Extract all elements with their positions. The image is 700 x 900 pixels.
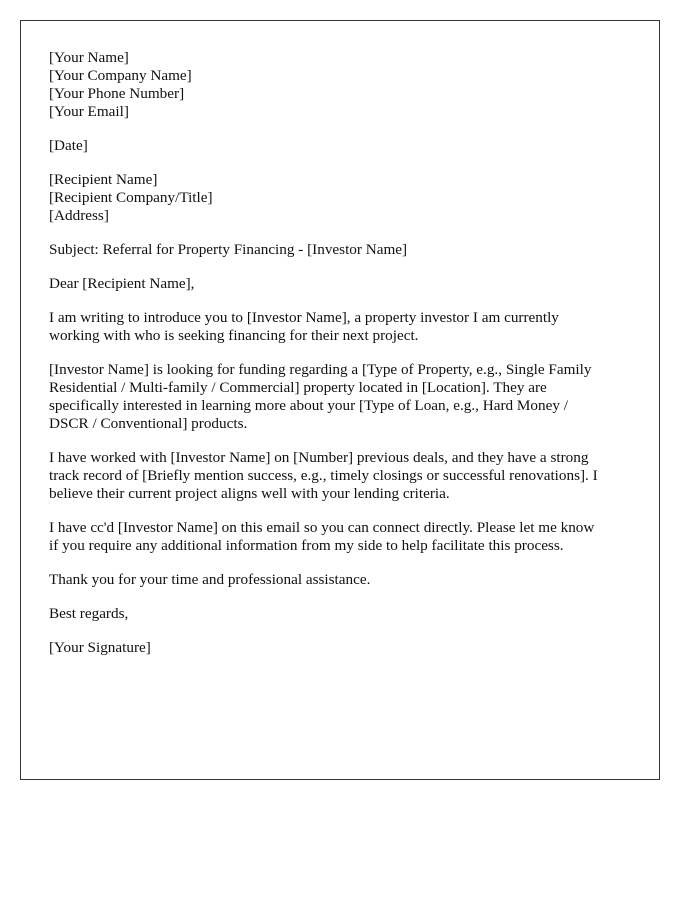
closing [49,605,631,623]
paragraph-line: I am writing to introduce you to [Investor Name], a property investor I am currently [49,309,559,326]
salutation [49,275,631,293]
letter-page [20,20,660,780]
sender-block [49,49,631,121]
paragraph-line: working with who is seeking financing for their next project. [49,327,419,344]
paragraph-cc-note [49,519,631,555]
paragraph-funding-details [49,361,631,433]
paragraph-track-record [49,449,631,503]
paragraph-line: if you require any additional information from my side to help facilitate this process. [49,537,564,554]
closing-text: Best regards, [49,605,129,622]
recipient-name: [Recipient Name] [49,171,158,188]
paragraph-line: Thank you for your time and professional assistance. [49,571,371,588]
letter-date: [Date] [49,137,88,154]
salutation-text: Dear [Recipient Name], [49,275,195,292]
paragraph-line: I have cc'd [Investor Name] on this email so you can connect directly. Please let me know [49,519,595,536]
sender-name: [Your Name] [49,49,129,66]
sender-email: [Your Email] [49,103,129,120]
recipient-company: [Recipient Company/Title] [49,189,213,206]
signature-text: [Your Signature] [49,639,151,656]
paragraph-line: DSCR / Conventional] products. [49,415,248,432]
paragraph-introduction [49,309,631,345]
recipient-address: [Address] [49,207,109,224]
paragraph-line: specifically interested in learning more about your [Type of Loan, e.g., Hard Money / [49,397,568,414]
recipient-block [49,171,631,225]
paragraph-line: [Investor Name] is looking for funding regarding a [Type of Property, e.g., Single Family [49,361,592,378]
sender-phone: [Your Phone Number] [49,85,185,102]
sender-company: [Your Company Name] [49,67,192,84]
subject-line [49,241,631,259]
paragraph-line: believe their current project aligns well with your lending criteria. [49,485,450,502]
date-block [49,137,631,155]
paragraph-line: Residential / Multi-family / Commercial] property located in [Location]. They are [49,379,547,396]
paragraph-thanks [49,571,631,589]
signature [49,639,631,657]
subject-text: Subject: Referral for Property Financing - [Investor Name] [49,241,408,258]
paragraph-line: track record of [Briefly mention success, e.g., timely closings or successful renovations]. I [49,467,598,484]
paragraph-line: I have worked with [Investor Name] on [Number] previous deals, and they have a strong [49,449,589,466]
